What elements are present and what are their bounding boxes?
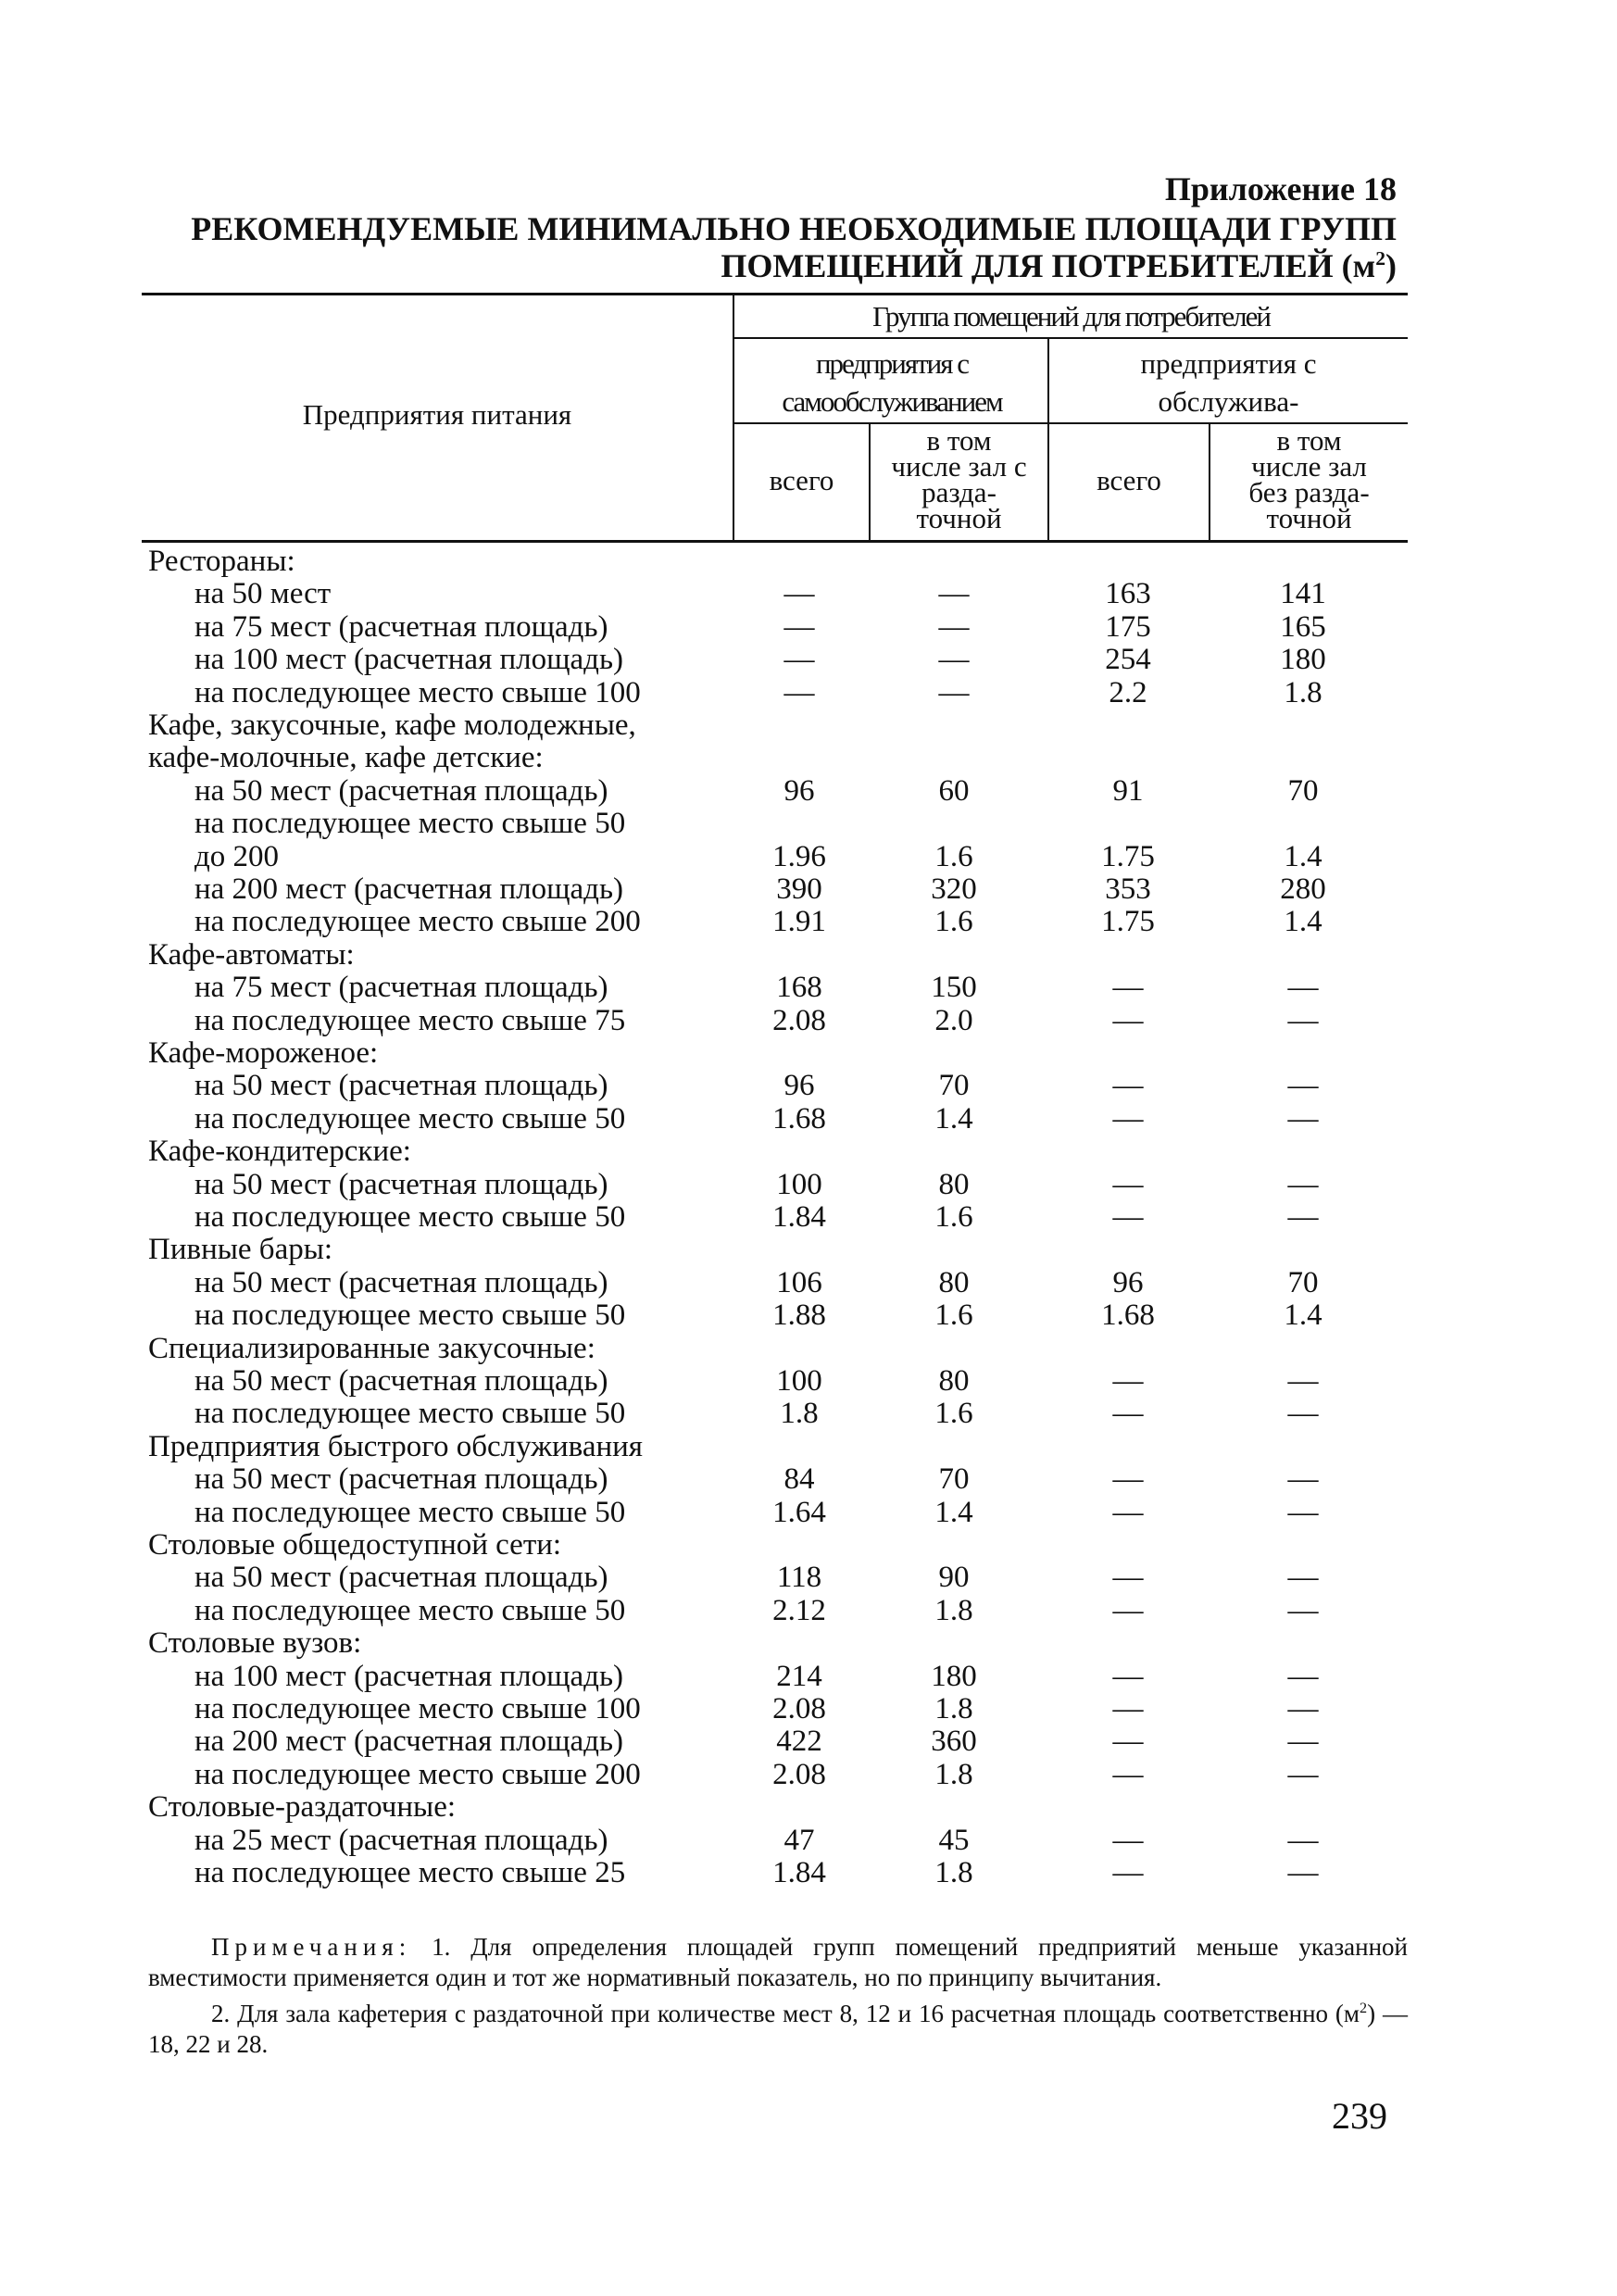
service-header-line-1: предприятия с (1140, 347, 1317, 380)
service-hall-cell: — (1287, 1660, 1319, 1693)
table-row (0, 1660, 1617, 1693)
self-service-total-cell: 214 (776, 1660, 822, 1693)
self-service-total-cell: 1.96 (772, 840, 826, 873)
service-hall-cell: — (1287, 1856, 1319, 1889)
self-service-total-cell: — (783, 676, 815, 709)
table-row (0, 1561, 1617, 1594)
table-row (0, 1266, 1617, 1299)
table-row (0, 1364, 1617, 1398)
row-label: Кафе, закусочные, кафе молодежные, (148, 709, 636, 742)
service-hall-cell: 141 (1280, 577, 1326, 610)
row-label: на 200 мест (расчетная площадь) (194, 1725, 624, 1758)
table-row (0, 1299, 1617, 1332)
self-service-hall-cell: 70 (938, 1069, 970, 1102)
table-category-row (0, 545, 1617, 578)
row-label: на последующее место свыше 50 (194, 807, 626, 840)
self-service-total-cell: 2.08 (772, 1758, 826, 1791)
service-total-cell: — (1112, 1725, 1144, 1758)
self-service-total-cell: 1.91 (772, 905, 826, 938)
service-hall-cell: — (1287, 1069, 1319, 1102)
service-hall-cell: — (1287, 1692, 1319, 1725)
table-category-row (0, 1790, 1617, 1824)
group-header: Группа помещений для потребителей (872, 300, 1270, 332)
table-category-row (0, 1528, 1617, 1562)
service-hall-cell: 280 (1280, 872, 1326, 906)
row-label: на 200 мест (расчетная площадь) (194, 872, 624, 906)
self-service-total-cell: 1.88 (772, 1299, 826, 1332)
self-service-total-cell: 2.08 (772, 1004, 826, 1037)
row-label: на последующее место свыше 75 (194, 1004, 626, 1037)
self-service-total-cell: 1.84 (772, 1200, 826, 1234)
self-service-total-cell: 1.84 (772, 1856, 826, 1889)
service-hall-cell: 165 (1280, 610, 1326, 644)
service-total-cell: — (1112, 1758, 1144, 1791)
service-total-cell: 1.75 (1101, 905, 1155, 938)
self-service-hall-cell: 150 (931, 971, 977, 1004)
table-category-row (0, 1430, 1617, 1463)
row-label: на последующее место свыше 50 (194, 1299, 626, 1332)
self-service-hall-cell: 60 (938, 774, 970, 808)
note-2-tail: ) — 18, 22 и 28. (148, 2000, 1408, 2058)
self-service-hall-cell: 2.0 (934, 1004, 973, 1037)
service-total-cell: — (1112, 1397, 1144, 1430)
row-label: на 25 мест (расчетная площадь) (194, 1824, 608, 1857)
service-hall-cell: — (1287, 971, 1319, 1004)
self-service-hall-cell: — (938, 610, 970, 644)
service-total-header: всего (1097, 464, 1161, 496)
row-label: Пивные бары: (148, 1233, 333, 1266)
service-total-cell: — (1112, 1364, 1144, 1398)
self-service-total-cell: 100 (776, 1364, 822, 1398)
self-service-total-cell: 1.68 (772, 1102, 826, 1135)
note-2-superscript: 2 (1360, 2000, 1368, 2016)
table-row (0, 1725, 1617, 1758)
service-hall-cell: — (1287, 1004, 1319, 1037)
row-label: на 50 мест (расчетная площадь) (194, 1561, 608, 1594)
table-row (0, 610, 1617, 644)
table-top-rule (142, 293, 1408, 295)
self-service-hall-cell: 80 (938, 1364, 970, 1398)
row-label: на 50 мест (расчетная площадь) (194, 1266, 608, 1299)
service-total-cell: — (1112, 1069, 1144, 1102)
table-row (0, 971, 1617, 1004)
row-label: кафе-молочные, кафе детские: (148, 741, 544, 774)
self-service-hall-cell: 1.8 (934, 1856, 973, 1889)
self-service-total-cell: 96 (783, 1069, 815, 1102)
self-service-hall-cell: — (938, 577, 970, 610)
col-enterprise-header: Предприятия питания (302, 398, 572, 431)
table-row (0, 1758, 1617, 1791)
row-label: Кафе-автоматы: (148, 938, 355, 972)
service-total-cell: 1.75 (1101, 840, 1155, 873)
row-label: на последующее место свыше 200 (194, 1758, 641, 1791)
service-header-line-2: обслужива- (1158, 385, 1299, 418)
title-superscript: 2 (1375, 247, 1385, 270)
header-line: точной (916, 502, 1002, 534)
service-total-cell: 175 (1105, 610, 1151, 644)
note-2 (148, 1999, 1408, 2060)
service-total-cell: — (1112, 1102, 1144, 1135)
service-hall-cell: — (1287, 1168, 1319, 1201)
row-label: до 200 (194, 840, 280, 873)
table-row (0, 1004, 1617, 1037)
header-line: в том (1276, 424, 1342, 457)
header-line: точной (1266, 502, 1352, 534)
table-row (0, 905, 1617, 938)
header-line: числе зал с (891, 450, 1027, 483)
table-row (0, 1594, 1617, 1627)
self-service-hall-cell: 1.4 (934, 1102, 973, 1135)
table-category-row (0, 1036, 1617, 1070)
row-label: Специализированные закусочные: (148, 1332, 595, 1365)
service-total-cell: — (1112, 1561, 1144, 1594)
self-service-total-header: всего (769, 464, 834, 496)
self-service-total-cell: — (783, 577, 815, 610)
service-hall-cell: — (1287, 1824, 1319, 1857)
table-row (0, 1200, 1617, 1234)
row-label: Рестораны: (148, 545, 295, 578)
self-service-total-cell: 118 (776, 1561, 822, 1594)
self-service-hall-cell: 1.6 (934, 905, 973, 938)
note-1-text: 1. Для определения площадей групп помещений предприятий меньше указанной вместимости применяется один и тот же нормативный показатель, но по принципу вычитания. (148, 1933, 1409, 1991)
self-service-hall-cell: 1.4 (934, 1496, 973, 1529)
header-line: без разда- (1248, 476, 1370, 508)
notes-label: Примечания: (211, 1933, 412, 1961)
service-hall-cell: — (1287, 1102, 1319, 1135)
row-label: Кафе-кондитерские: (148, 1135, 411, 1168)
service-total-cell: 2.2 (1109, 676, 1147, 709)
service-total-cell: — (1112, 1168, 1144, 1201)
self-service-hall-cell: 1.8 (934, 1594, 973, 1627)
title-text: ПОМЕЩЕНИЙ ДЛЯ ПОТРЕБИТЕЛЕЙ (м (721, 247, 1376, 284)
appendix-label: Приложение 18 (1164, 170, 1397, 207)
service-hall-header (1210, 424, 1408, 534)
self-service-total-cell: 422 (776, 1725, 822, 1758)
row-label: на последующее место свыше 50 (194, 1397, 626, 1430)
table-row (0, 807, 1617, 840)
service-hall-cell: — (1287, 1594, 1319, 1627)
row-label: на 75 мест (расчетная площадь) (194, 610, 608, 644)
service-hall-cell: — (1287, 1758, 1319, 1791)
service-hall-cell: — (1287, 1725, 1319, 1758)
row-label: на 100 мест (расчетная площадь) (194, 643, 624, 676)
service-hall-cell: — (1287, 1200, 1319, 1234)
self-service-hall-cell: 1.6 (934, 1299, 973, 1332)
page-title-line-1: РЕКОМЕНДУЕМЫЕ МИНИМАЛЬНО НЕОБХОДИМЫЕ ПЛОЩАДИ ГРУПП (191, 210, 1397, 247)
service-hall-cell: 180 (1280, 643, 1326, 676)
row-label: на последующее место свыше 100 (194, 1692, 641, 1725)
self-service-hall-cell: 80 (938, 1168, 970, 1201)
table-row (0, 643, 1617, 676)
row-label: на последующее место свыше 50 (194, 1102, 626, 1135)
row-label: на 75 мест (расчетная площадь) (194, 971, 608, 1004)
self-service-header-line-2: самообслуживанием (782, 385, 1002, 418)
table-row (0, 1496, 1617, 1529)
service-total-cell: — (1112, 1660, 1144, 1693)
service-hall-cell: — (1287, 1364, 1319, 1398)
self-service-hall-cell: 320 (931, 872, 977, 906)
self-service-total-cell: 96 (783, 774, 815, 808)
service-total-cell: 96 (1112, 1266, 1144, 1299)
service-hall-cell: 1.4 (1284, 905, 1322, 938)
service-total-cell: — (1112, 1594, 1144, 1627)
self-service-hall-cell: 360 (931, 1725, 977, 1758)
note-2-text: 2. Для зала кафетерия с раздаточной при количестве мест 8, 12 и 16 расчетная площадь соответственно (м (211, 2000, 1360, 2027)
header-divider-1 (733, 295, 734, 541)
self-service-hall-cell: 1.6 (934, 840, 973, 873)
table-category-row (0, 741, 1617, 774)
note-1 (148, 1932, 1408, 1993)
page-title-line-2 (721, 246, 1397, 285)
row-label: на последующее место свыше 50 (194, 1496, 626, 1529)
service-total-cell: 1.68 (1101, 1299, 1155, 1332)
self-service-total-cell: — (783, 610, 815, 644)
service-total-cell: — (1112, 1004, 1144, 1037)
service-total-cell: 163 (1105, 577, 1151, 610)
self-service-hall-cell: 1.6 (934, 1397, 973, 1430)
table-row (0, 1102, 1617, 1135)
table-category-row (0, 1233, 1617, 1266)
service-total-cell: — (1112, 1824, 1144, 1857)
table-row (0, 840, 1617, 873)
self-service-total-cell: 2.12 (772, 1594, 826, 1627)
row-label: на 100 мест (расчетная площадь) (194, 1660, 624, 1693)
service-hall-cell: 1.4 (1284, 1299, 1322, 1332)
table-category-row (0, 1135, 1617, 1168)
row-label: на 50 мест (194, 577, 332, 610)
service-total-cell: — (1112, 1496, 1144, 1529)
table-row (0, 1856, 1617, 1889)
service-hall-cell: — (1287, 1397, 1319, 1430)
row-label: на 50 мест (расчетная площадь) (194, 1462, 608, 1496)
row-label: Предприятия быстрого обслуживания (148, 1430, 643, 1463)
service-hall-cell: 70 (1287, 1266, 1319, 1299)
header-line: числе зал (1251, 450, 1367, 483)
row-label: Столовые-раздаточные: (148, 1790, 457, 1824)
row-label: на последующее место свыше 25 (194, 1856, 626, 1889)
service-hall-cell: 70 (1287, 774, 1319, 808)
table-row (0, 1824, 1617, 1857)
self-service-hall-cell: 180 (931, 1660, 977, 1693)
row-label: Столовые вузов: (148, 1626, 362, 1660)
service-total-cell: 254 (1105, 643, 1151, 676)
row-label: на 50 мест (расчетная площадь) (194, 774, 608, 808)
self-service-total-cell: 390 (776, 872, 822, 906)
self-service-total-cell: 84 (783, 1462, 815, 1496)
self-service-hall-cell: 70 (938, 1462, 970, 1496)
self-service-hall-cell: — (938, 676, 970, 709)
self-service-total-cell: — (783, 643, 815, 676)
group-header-rule (734, 337, 1408, 339)
self-service-header-line-1: предприятия с (815, 347, 969, 380)
service-total-cell: 91 (1112, 774, 1144, 808)
table-row (0, 774, 1617, 808)
title-close: ) (1385, 247, 1397, 284)
self-service-total-cell: 1.8 (780, 1397, 819, 1430)
table-category-row (0, 1332, 1617, 1365)
service-hall-cell: 1.4 (1284, 840, 1322, 873)
table-row (0, 1692, 1617, 1725)
service-total-cell: — (1112, 1856, 1144, 1889)
self-service-total-cell: 1.64 (772, 1496, 826, 1529)
table-row (0, 577, 1617, 610)
self-service-total-cell: 47 (783, 1824, 815, 1857)
service-hall-cell: — (1287, 1561, 1319, 1594)
self-service-hall-cell: 45 (938, 1824, 970, 1857)
header-bottom-rule (142, 540, 1408, 543)
self-service-total-cell: 168 (776, 971, 822, 1004)
table-category-row (0, 709, 1617, 742)
self-service-hall-cell: — (938, 643, 970, 676)
row-label: на 50 мест (расчетная площадь) (194, 1168, 608, 1201)
self-service-total-cell: 2.08 (772, 1692, 826, 1725)
row-label: на 50 мест (расчетная площадь) (194, 1069, 608, 1102)
service-hall-cell: — (1287, 1496, 1319, 1529)
service-hall-cell: — (1287, 1462, 1319, 1496)
row-label: на последующее место свыше 50 (194, 1594, 626, 1627)
self-service-hall-cell: 80 (938, 1266, 970, 1299)
table-row (0, 1168, 1617, 1201)
header-line: разда- (921, 476, 997, 508)
row-label: Столовые общедоступной сети: (148, 1528, 562, 1562)
service-total-cell: — (1112, 1462, 1144, 1496)
self-service-hall-cell: 1.8 (934, 1758, 973, 1791)
self-service-hall-header (871, 424, 1047, 534)
row-label: на последующее место свыше 200 (194, 905, 641, 938)
service-total-cell: — (1112, 1200, 1144, 1234)
self-service-hall-cell: 1.8 (934, 1692, 973, 1725)
self-service-hall-cell: 90 (938, 1561, 970, 1594)
table-row (0, 1069, 1617, 1102)
row-label: Кафе-мороженое: (148, 1036, 379, 1070)
service-hall-cell: 1.8 (1284, 676, 1322, 709)
table-row (0, 1462, 1617, 1496)
service-total-cell: — (1112, 1692, 1144, 1725)
table-category-row (0, 938, 1617, 972)
row-label: на 50 мест (расчетная площадь) (194, 1364, 608, 1398)
self-service-hall-cell: 1.6 (934, 1200, 973, 1234)
self-service-total-cell: 106 (776, 1266, 822, 1299)
header-line: в том (926, 424, 992, 457)
service-total-cell: 353 (1105, 872, 1151, 906)
table-row (0, 676, 1617, 709)
table-row (0, 872, 1617, 906)
page-number: 239 (1332, 2095, 1387, 2137)
service-total-cell: — (1112, 971, 1144, 1004)
table-category-row (0, 1626, 1617, 1660)
table-row (0, 1397, 1617, 1430)
self-service-total-cell: 100 (776, 1168, 822, 1201)
row-label: на последующее место свыше 50 (194, 1200, 626, 1234)
row-label: на последующее место свыше 100 (194, 676, 641, 709)
